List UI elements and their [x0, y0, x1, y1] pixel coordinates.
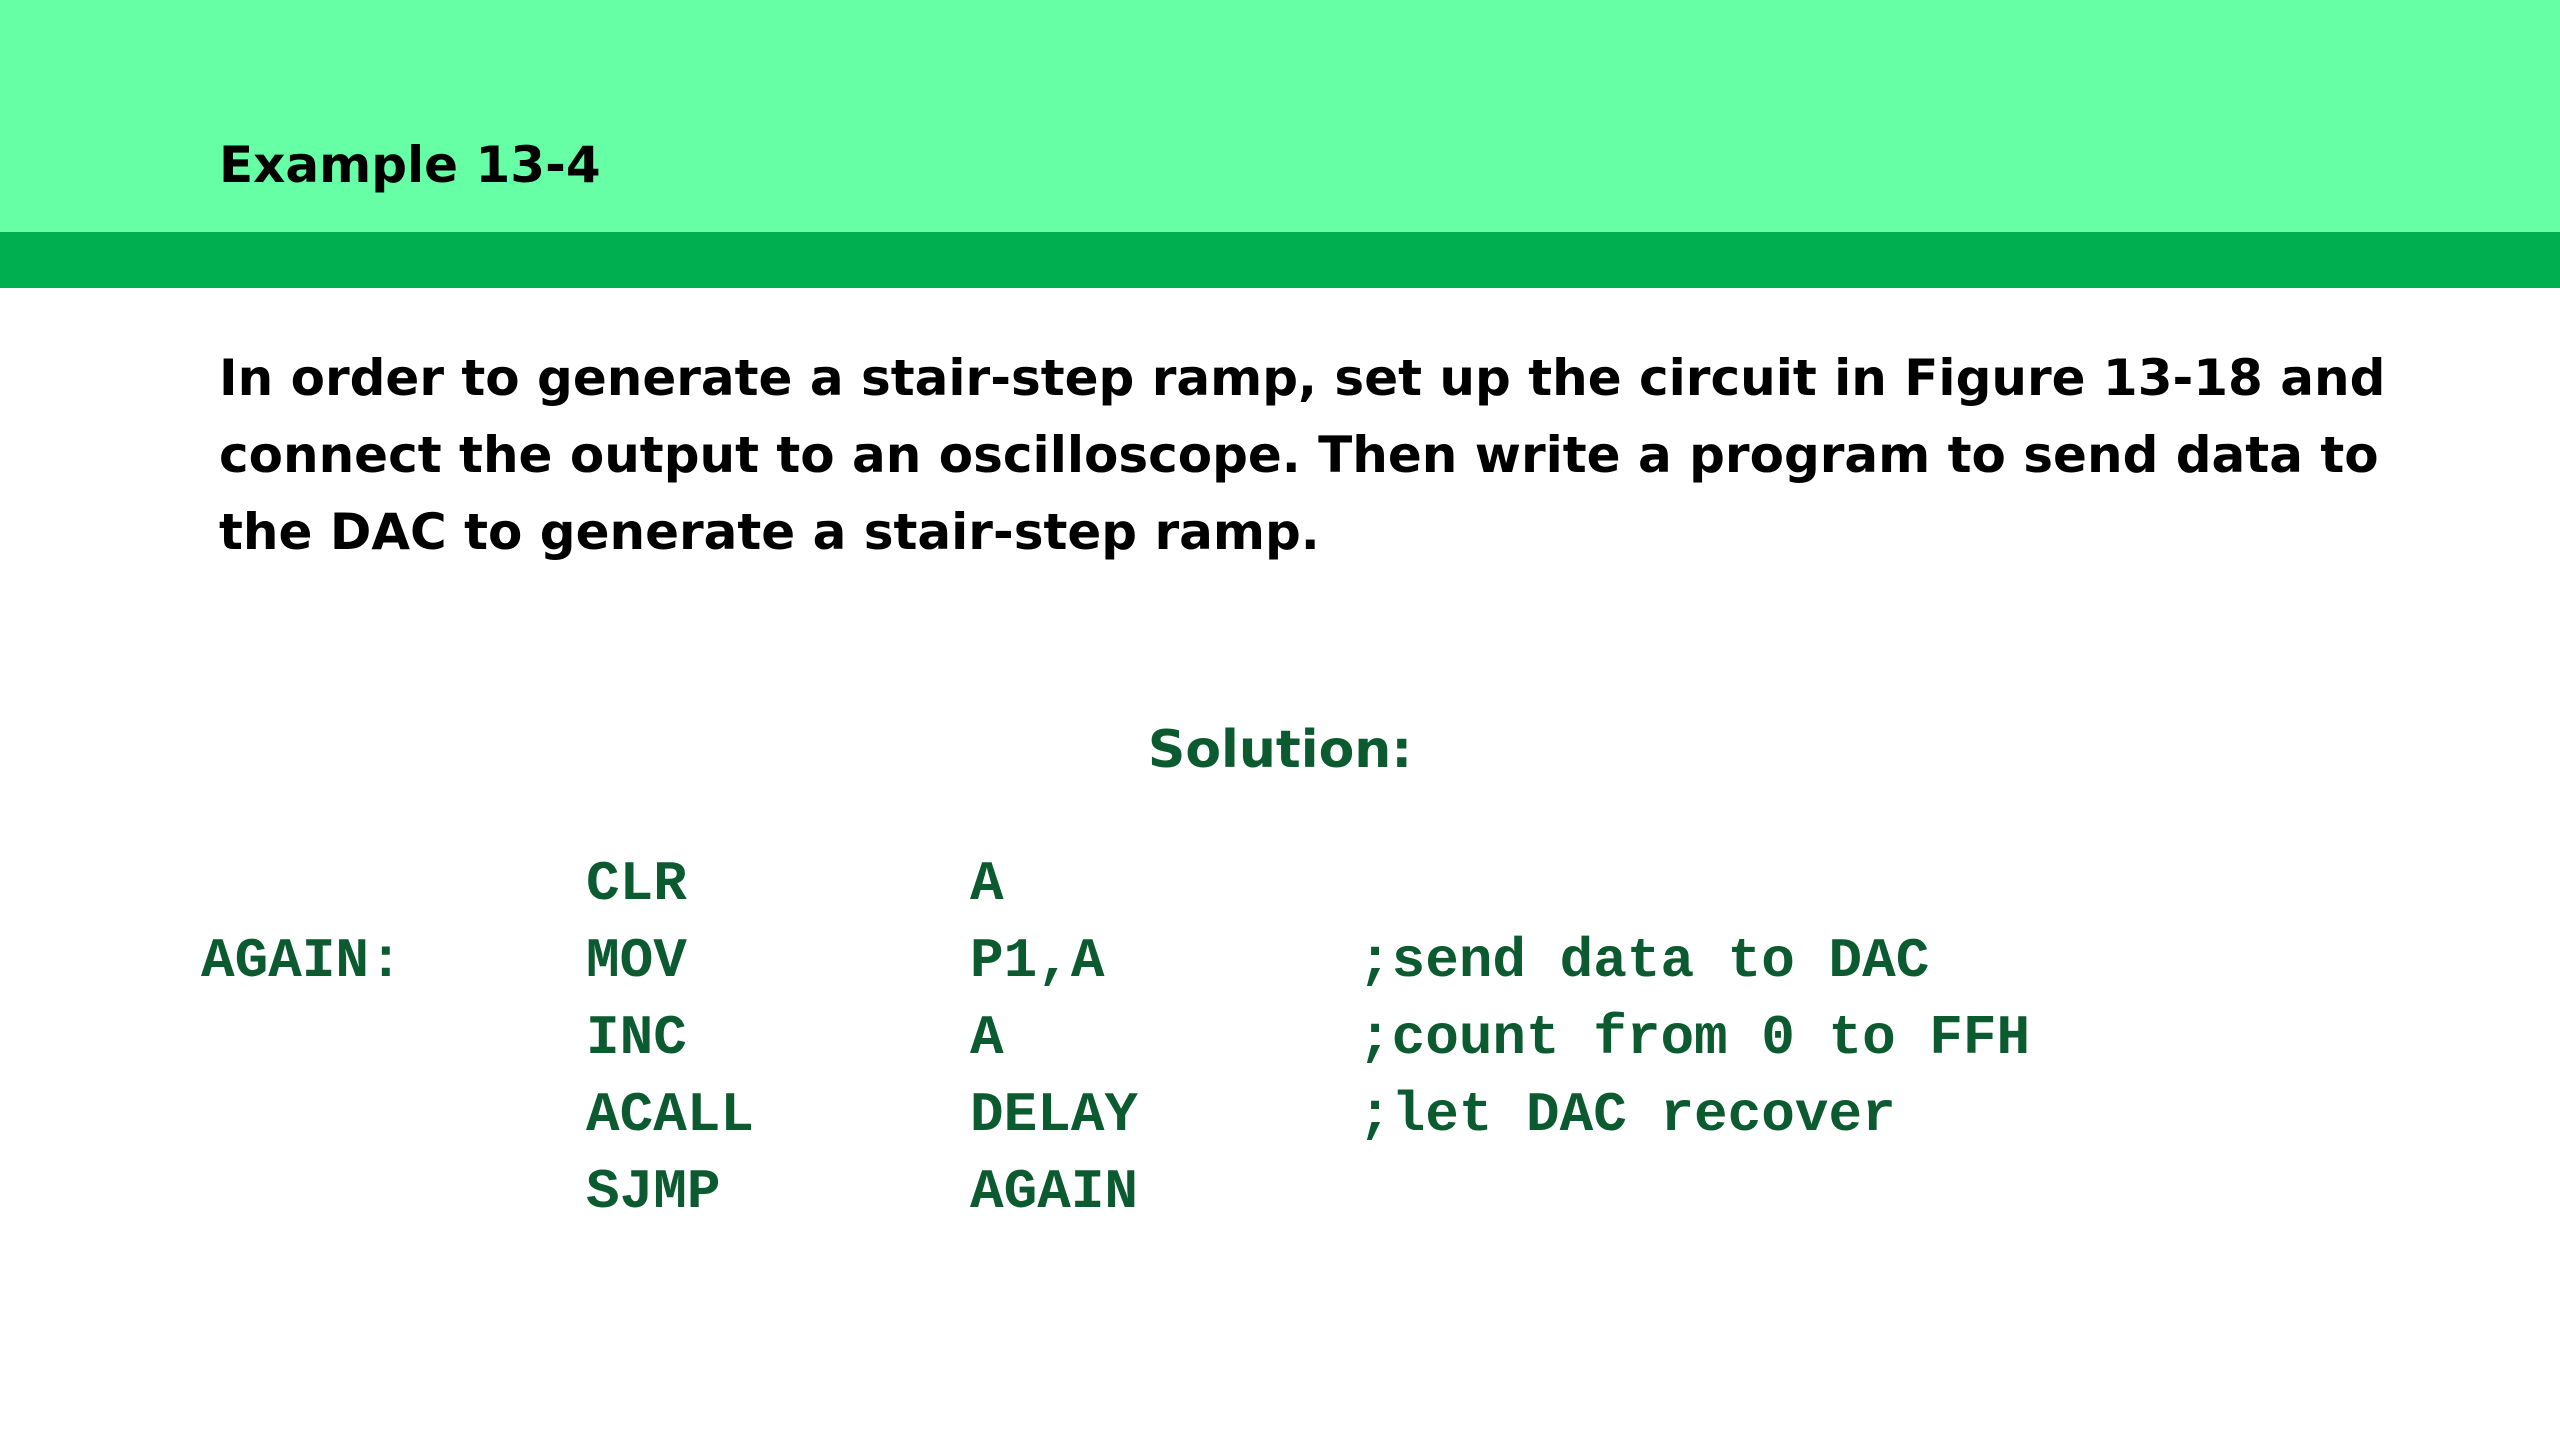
problem-statement: In order to generate a stair-step ramp, set up the circuit in Figure 13-18 and connect the output to an oscilloscope. Then write a program to send data to the DAC to generate a stair-step ramp.: [219, 349, 2386, 561]
code-comment: ;send data to DAC: [1358, 929, 1930, 993]
code-mnemonic: CLR: [586, 852, 687, 916]
accent-bar: [0, 232, 2560, 288]
code-comment: ;let DAC recover: [1358, 1083, 1896, 1147]
code-line: [0, 923, 2560, 1000]
code-listing: [0, 846, 2560, 1246]
header-band: [0, 0, 2560, 232]
example-title: Example 13-4: [219, 136, 601, 194]
code-operand: A: [970, 1006, 1004, 1070]
code-operand: AGAIN: [970, 1160, 1139, 1224]
code-mnemonic: MOV: [586, 929, 687, 993]
code-line: [0, 1000, 2560, 1077]
code-mnemonic: INC: [586, 1006, 687, 1070]
code-mnemonic: ACALL: [586, 1083, 755, 1147]
code-label: AGAIN:: [201, 929, 403, 993]
code-line: [0, 846, 2560, 923]
code-line: [0, 1154, 2560, 1231]
code-operand: DELAY: [970, 1083, 1139, 1147]
solution-label: Solution:: [1147, 720, 1413, 780]
code-mnemonic: SJMP: [586, 1160, 721, 1224]
code-operand: A: [970, 852, 1004, 916]
code-line: [0, 1077, 2560, 1154]
code-comment: ;count from 0 to FFH: [1358, 1006, 2031, 1070]
code-operand: P1,A: [970, 929, 1105, 993]
